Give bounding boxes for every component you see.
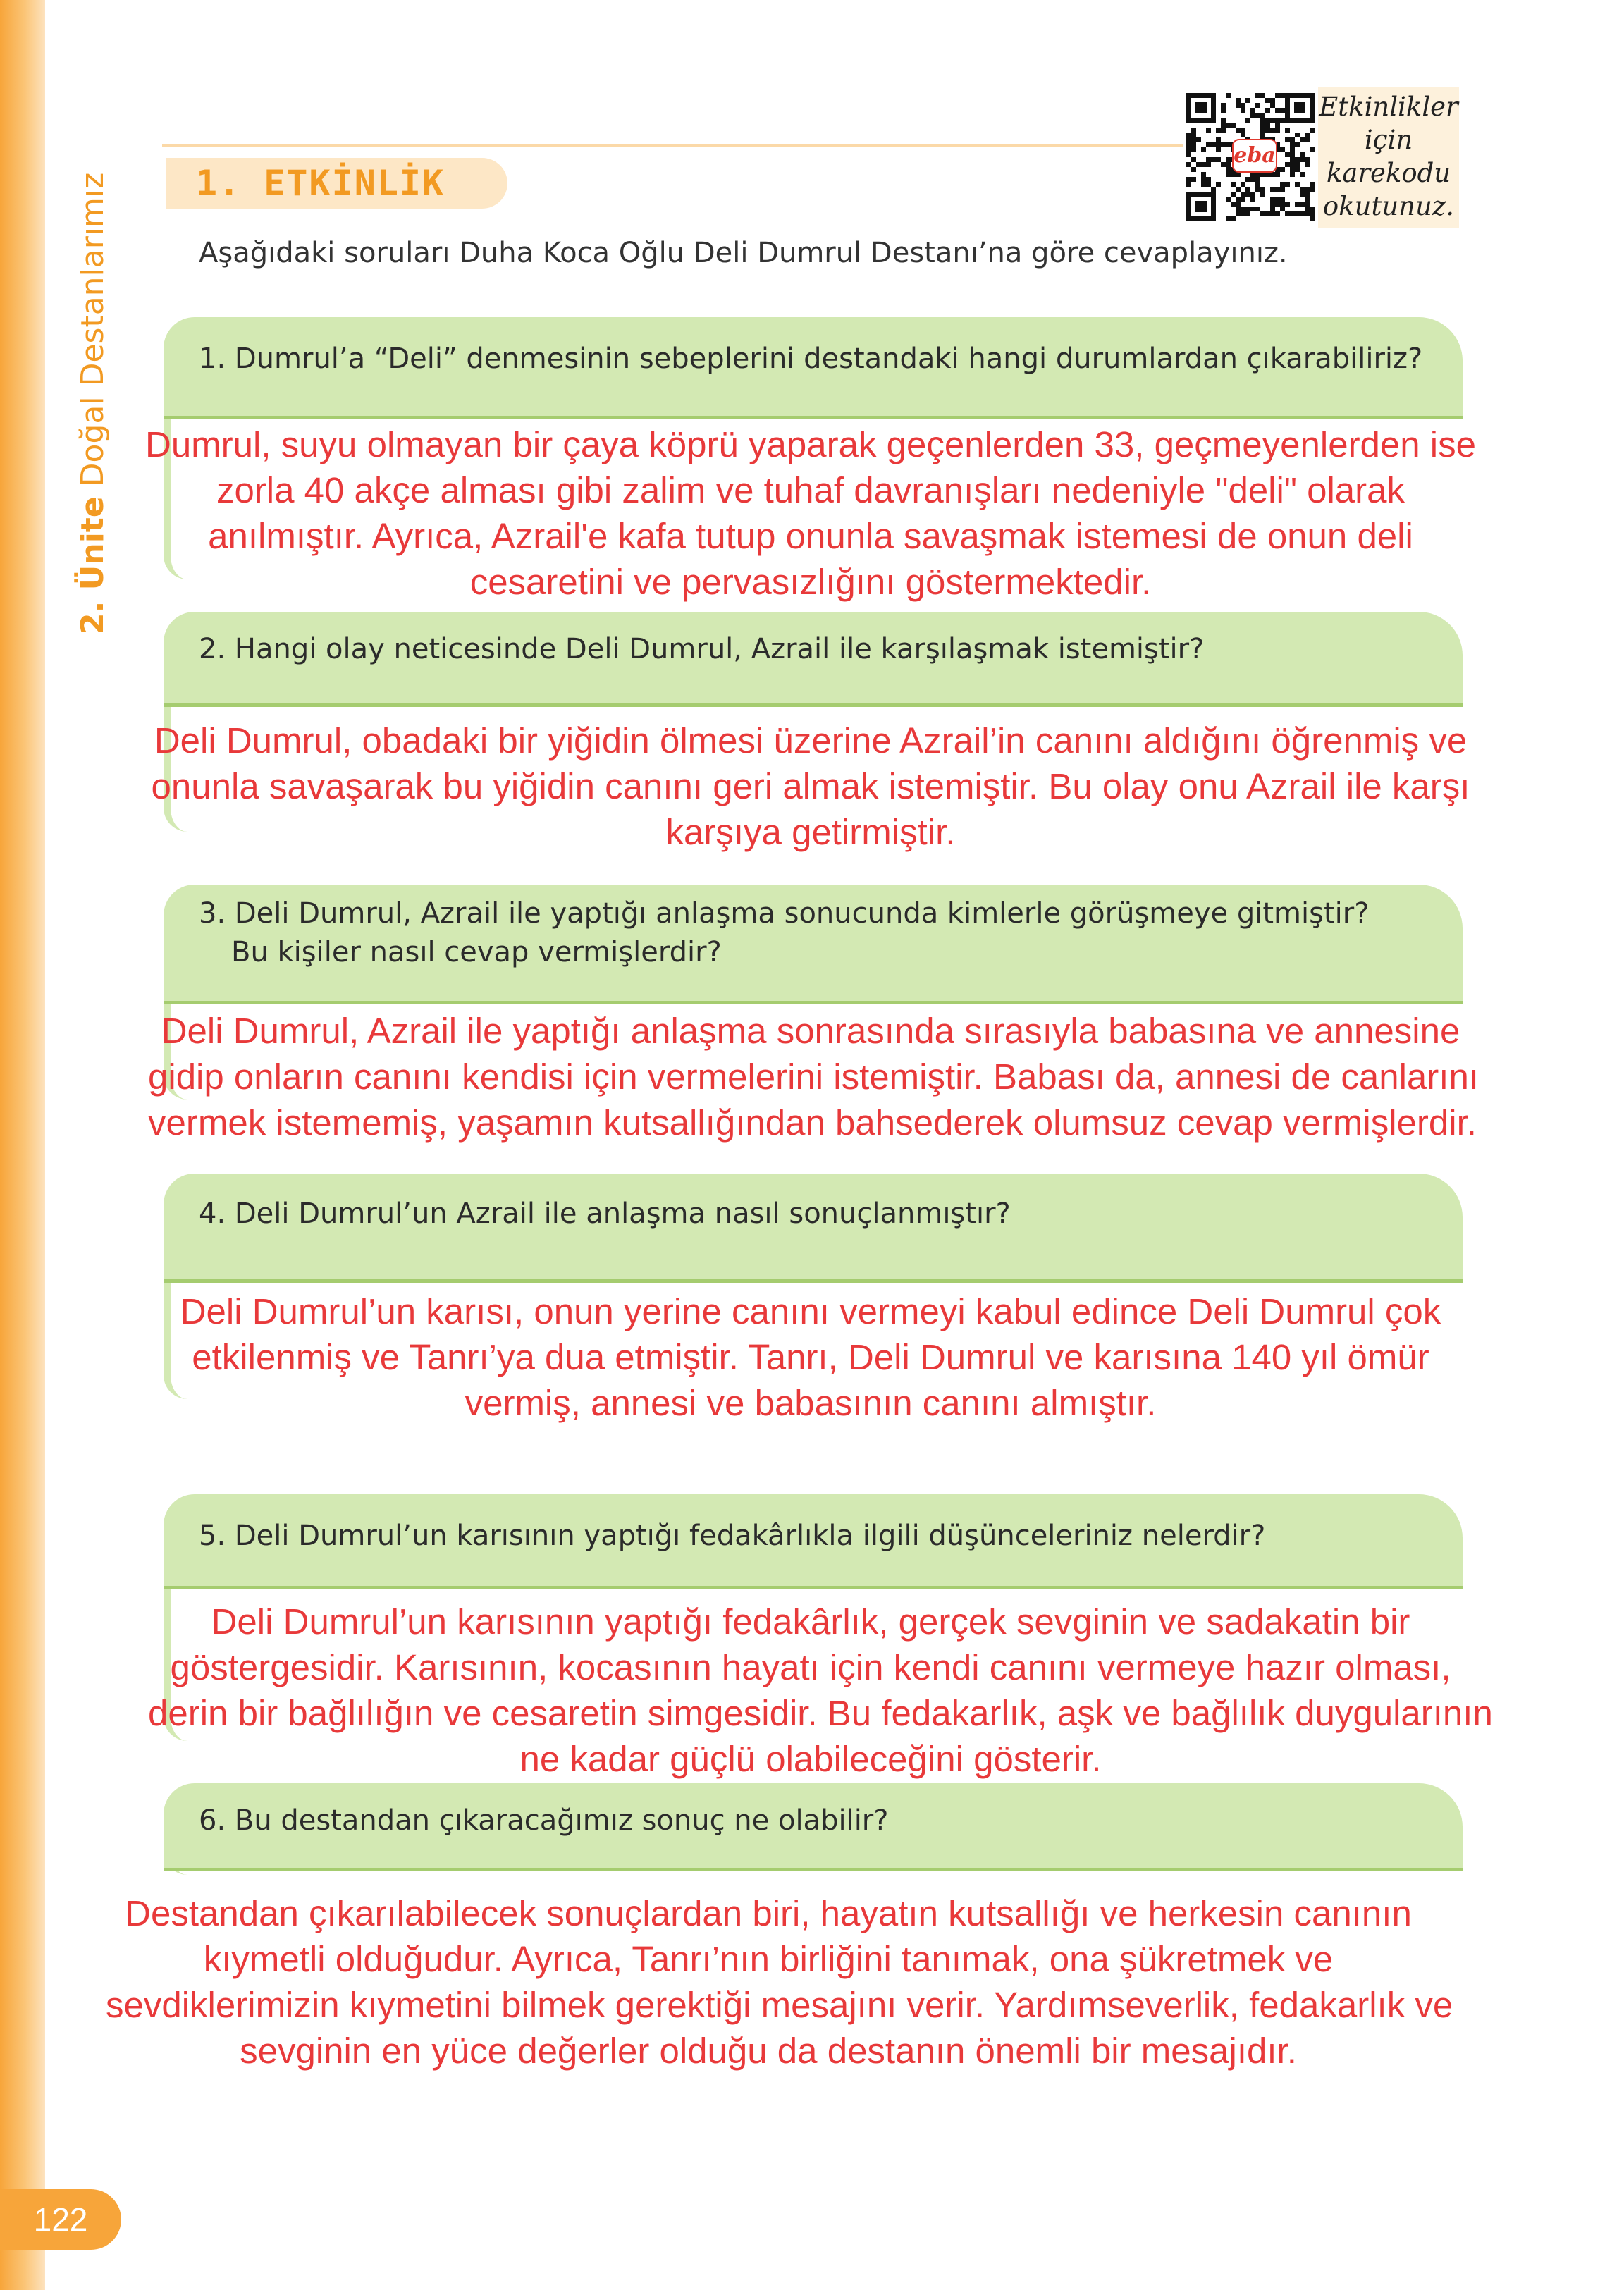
question-card xyxy=(164,1494,1463,1586)
activity-title: 1. ETKİNLİK xyxy=(196,163,445,204)
answer-line: etkilenmiş ve Tanrı’ya dua etmiştir. Tanrı, Deli Dumrul ve karısına 140 yıl ömür xyxy=(192,1337,1429,1377)
unit-name: Doğal Destanlarımız xyxy=(75,172,111,487)
question-text: 3. Deli Dumrul, Azrail ile yaptığı anlaşma sonucunda kimlerle görüşmeye gitmiştir? xyxy=(199,897,1370,930)
question-card xyxy=(164,317,1463,416)
question-card xyxy=(164,612,1463,703)
answer-text xyxy=(148,1008,1479,1145)
eba-logo: eba xyxy=(1232,139,1277,173)
question-text: 5. Deli Dumrul’un karısının yaptığı fedakârlıkla ilgili düşünceleriniz nelerdir? xyxy=(199,1520,1266,1552)
question-text: 2. Hangi olay neticesinde Deli Dumrul, Azrail ile karşılaşmak istemiştir? xyxy=(199,633,1205,665)
qr-caption xyxy=(1318,87,1459,228)
answer-text xyxy=(141,421,1480,605)
qr-caption-line: karekodu xyxy=(1326,158,1451,188)
answer-line: anılmıştır. Ayrıca, Azrail'e kafa tutup onunla savaşmak istemesi de onun deli xyxy=(208,516,1413,556)
answer-line: derin bir bağlılığın ve cesaretin simgesidir. Bu fedakarlık, aşk ve bağlılık duygularının xyxy=(148,1693,1493,1733)
answer-line: Deli Dumrul, Azrail ile yaptığı anlaşma sonrasında sırasıyla babasına ve annesine xyxy=(161,1011,1460,1051)
answer-line: Destandan çıkarılabilecek sonuçlardan biri, hayatın kutsallığı ve herkesin canının xyxy=(125,1893,1412,1933)
question-text: 4. Deli Dumrul’un Azrail ile anlaşma nasıl sonuçlanmıştır? xyxy=(199,1198,1011,1230)
answer-text xyxy=(152,1288,1470,1426)
answer-line: karşıya getirmiştir. xyxy=(665,812,956,852)
question-card xyxy=(164,1174,1463,1279)
answer-line: Deli Dumrul, obadaki bir yiğidin ölmesi üzerine Azrail’in canını aldığını öğrenmiş ve xyxy=(154,720,1468,761)
qr-caption-line: okutunuz. xyxy=(1322,191,1455,221)
answer-line: Deli Dumrul’un karısının yaptığı fedakârlık, gerçek sevginin ve sadakatin bir xyxy=(211,1601,1410,1642)
answer-line: sevginin en yüce değerler olduğu da destanın önemli bir mesajıdır. xyxy=(240,2031,1297,2071)
answer-line: Dumrul, suyu olmayan bir çaya köprü yaparak geçenlerden 33, geçmeyenlerden ise xyxy=(144,424,1477,464)
page-number: 122 xyxy=(0,2189,121,2250)
question-card xyxy=(164,1783,1463,1868)
unit-number: 2. Ünite xyxy=(75,496,111,634)
answer-line: sevdiklerimizin kıymetini bilmek gerektiği mesajını verir. Yardımseverlik, fedakarlık ve xyxy=(106,1985,1453,2025)
answer-line: cesaretini ve pervasızlığını göstermektedir. xyxy=(469,562,1152,602)
answer-line: gidip onların canını kendisi için vermelerini istemiştir. Babası da, annesi de canlarını xyxy=(148,1057,1479,1097)
answer-line: onunla savaşarak bu yiğidin canını geri almak istemiştir. Bu olay onu Azrail ile karşı xyxy=(151,766,1470,806)
answer-line: zorla 40 akçe alması gibi zalim ve tuhaf davranışları nedeniyle "deli" olarak xyxy=(216,470,1405,510)
answer-line: ne kadar güçlü olabileceğini gösterir. xyxy=(519,1739,1102,1779)
answer-line: kıymetli olduğudur. Ayrıca, Tanrı’nın birliğini tanımak, ona şükretmek ve xyxy=(203,1939,1334,1979)
question-text: 1. Dumrul’a “Deli” denmesinin sebeplerini destandaki hangi durumlardan çıkarabiliriz? xyxy=(199,343,1423,375)
side-strip xyxy=(0,0,45,2290)
answer-line: Deli Dumrul’un karısı, onun yerine canını vermeyi kabul edince Deli Dumrul çok xyxy=(180,1291,1441,1331)
answer-line: vermek istememiş, yaşamın kutsallığından bahsederek olumsuz cevap vermişlerdir. xyxy=(148,1102,1477,1143)
answer-text xyxy=(106,1890,1453,2074)
answer-line: göstergesidir. Karısının, kocasının hayatı için kendi canını vermeye hazır olması, xyxy=(170,1647,1451,1687)
answer-text xyxy=(148,718,1473,855)
qr-caption-line: Etkinlikler xyxy=(1319,92,1458,122)
question-card xyxy=(164,885,1463,1001)
question-text: 6. Bu destandan çıkaracağımız sonuç ne olabilir? xyxy=(199,1804,889,1837)
question-text: Bu kişiler nasıl cevap vermişlerdir? xyxy=(231,936,722,968)
header-divider xyxy=(162,144,1198,147)
answer-line: vermiş, annesi ve babasının canını almıştır. xyxy=(465,1383,1157,1423)
qr-caption-line: için xyxy=(1364,125,1413,155)
answer-text xyxy=(148,1599,1493,1782)
instruction-text: Aşağıdaki soruları Duha Koca Oğlu Deli Dumrul Destanı’na göre cevaplayınız. xyxy=(199,237,1288,269)
